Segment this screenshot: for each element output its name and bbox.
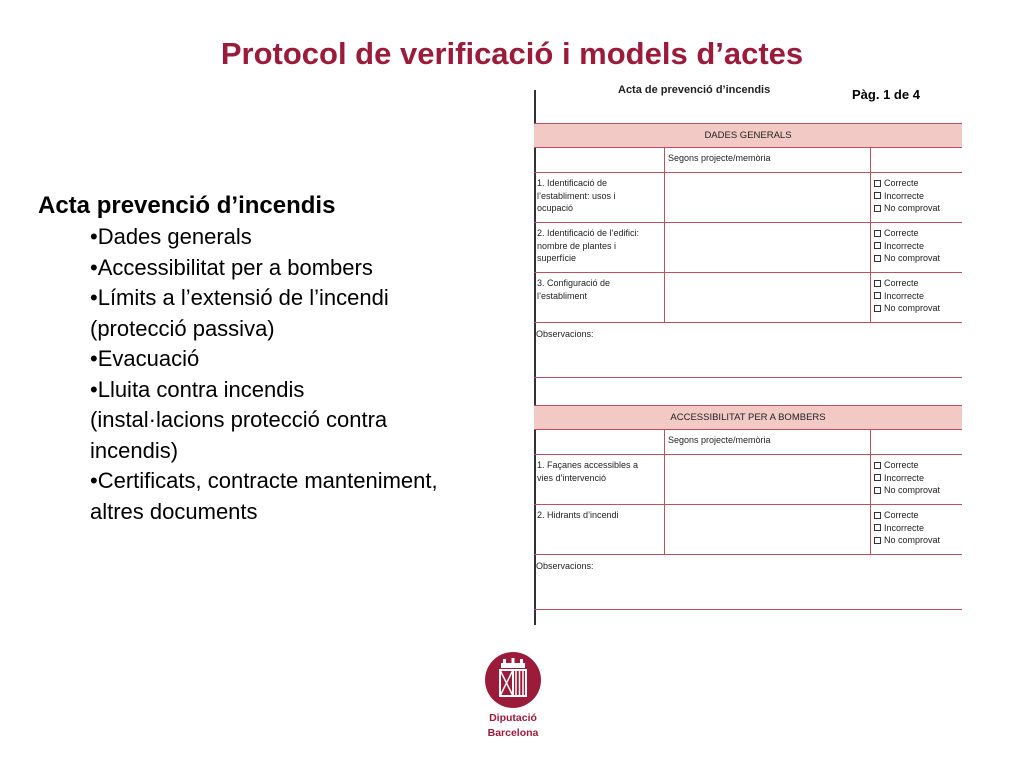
- checkbox-icon: [874, 192, 881, 199]
- page-number: Pàg. 1 de 4: [852, 87, 920, 102]
- shield-emblem-icon: [484, 651, 542, 709]
- column-label: Segons projecte/memòria: [665, 430, 871, 454]
- logo-text-line2: Barcelona: [487, 727, 539, 739]
- bullet-list: [38, 222, 508, 527]
- row-label: 3. Configuració de l’establiment: [534, 273, 665, 322]
- observations-field: Observacions:: [534, 323, 962, 378]
- checkbox-incorrecte[interactable]: Incorrecte: [874, 522, 959, 535]
- row-label: 2. Hidrants d’incendi: [534, 505, 665, 554]
- checkbox-no-comprovat[interactable]: No comprovat: [874, 252, 959, 265]
- table-row: [534, 273, 962, 323]
- bullet-item: •Evacuació: [90, 346, 200, 371]
- table-row: [534, 430, 962, 455]
- checkbox-no-comprovat[interactable]: No comprovat: [874, 484, 959, 497]
- checkbox-correcte[interactable]: Correcte: [874, 459, 959, 472]
- checkbox-icon: [874, 230, 881, 237]
- checkbox-icon: [874, 474, 881, 481]
- row-label: 1. Identificació de l’establiment: usos i ocupació: [534, 173, 665, 222]
- checkbox-icon: [874, 205, 881, 212]
- checkbox-icon: [874, 305, 881, 312]
- diputacio-logo: [483, 651, 543, 739]
- form-section-dades-generals: [534, 123, 962, 378]
- checkbox-correcte[interactable]: Correcte: [874, 277, 959, 290]
- value-cell: [665, 273, 871, 322]
- checkbox-icon: [874, 537, 881, 544]
- value-cell: [665, 505, 871, 554]
- value-cell: [665, 455, 871, 504]
- slide-title: Protocol de verificació i models d’actes: [220, 36, 804, 71]
- form-section-accessibilitat: [534, 405, 962, 610]
- value-cell: [665, 223, 871, 272]
- checkbox-icon: [874, 292, 881, 299]
- checkbox-no-comprovat[interactable]: No comprovat: [874, 302, 959, 315]
- table-row: [534, 173, 962, 223]
- checkbox-icon: [874, 524, 881, 531]
- value-cell: [665, 173, 871, 222]
- checkbox-icon: [874, 280, 881, 287]
- logo-text-line1: Diputació: [489, 712, 537, 724]
- checkbox-icon: [874, 255, 881, 262]
- checkbox-no-comprovat[interactable]: No comprovat: [874, 202, 959, 215]
- table-row: [534, 455, 962, 505]
- bullet-item: •Lluita contra incendis (instal·lacions protecció contra incendis): [90, 376, 388, 463]
- content-heading: Acta prevenció d’incendis: [38, 192, 336, 219]
- checkbox-correcte[interactable]: Correcte: [874, 227, 959, 240]
- checkbox-incorrecte[interactable]: Incorrecte: [874, 290, 959, 303]
- checkbox-group: [871, 173, 962, 222]
- bullet-item: •Accessibilitat per a bombers: [90, 254, 373, 280]
- table-row: [534, 223, 962, 273]
- row-label: 1. Façanes accessibles a vies d’intervenció: [534, 455, 665, 504]
- checkbox-correcte[interactable]: Correcte: [874, 509, 959, 522]
- checkbox-group: [871, 505, 962, 554]
- bullet-item: •Dades generals: [90, 224, 252, 249]
- checkbox-icon: [874, 512, 881, 519]
- checkbox-incorrecte[interactable]: Incorrecte: [874, 472, 959, 485]
- table-row: [534, 505, 962, 555]
- checkbox-correcte[interactable]: Correcte: [874, 177, 959, 190]
- checkbox-incorrecte[interactable]: Incorrecte: [874, 190, 959, 203]
- observations-field: Observacions:: [534, 555, 962, 610]
- table-row: [534, 148, 962, 173]
- checkbox-group: [871, 223, 962, 272]
- section-header: ACCESSIBILITAT PER A BOMBERS: [534, 405, 962, 430]
- content-left: [38, 192, 508, 527]
- checkbox-icon: [874, 242, 881, 249]
- checkbox-group: [871, 273, 962, 322]
- checkbox-icon: [874, 462, 881, 469]
- section-header: DADES GENERALS: [534, 123, 962, 148]
- checkbox-group: [871, 455, 962, 504]
- checkbox-icon: [874, 487, 881, 494]
- checkbox-icon: [874, 180, 881, 187]
- checkbox-incorrecte[interactable]: Incorrecte: [874, 240, 959, 253]
- column-label: Segons projecte/memòria: [665, 148, 871, 172]
- bullet-item: •Certificats, contracte manteniment, altres documents: [90, 468, 438, 524]
- row-label: 2. Identificació de l’edifici: nombre de plantes i superfície: [534, 223, 665, 272]
- form-title: Acta de prevenció d’incendis: [618, 84, 771, 96]
- bullet-item: •Límits a l’extensió de l’incendi (protecció passiva): [90, 285, 389, 341]
- checkbox-no-comprovat[interactable]: No comprovat: [874, 534, 959, 547]
